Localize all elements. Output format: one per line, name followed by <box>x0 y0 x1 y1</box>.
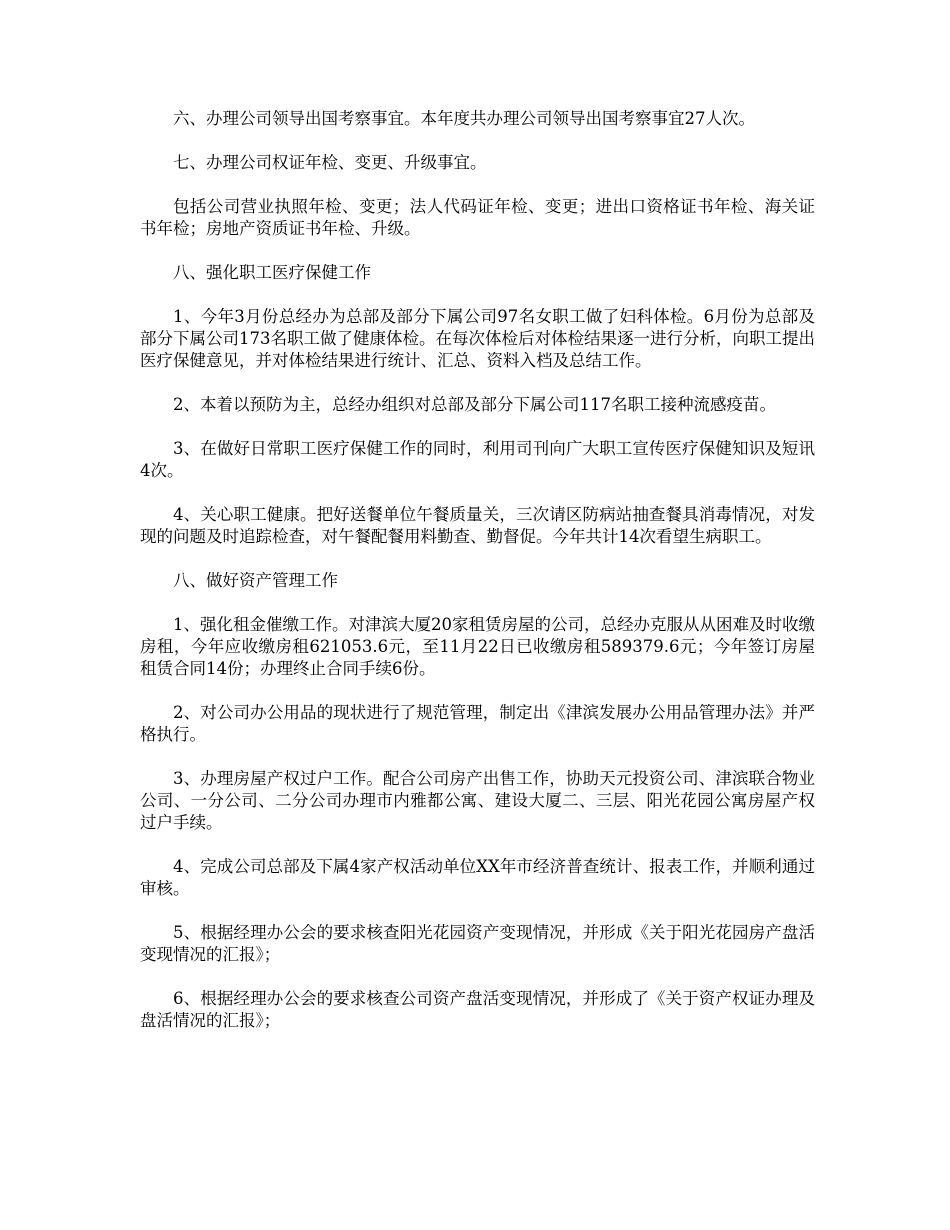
paragraph-section-7-detail: 包括公司营业执照年检、变更；法人代码证年检、变更；进出口资格证书年检、海关证书年检；房地产资质证书年检、升级。 <box>140 197 815 238</box>
paragraph-asset-heading: 八、做好资产管理工作 <box>173 571 338 590</box>
paragraph-medical-item-1: 1、今年3月份总经办为总部及部分下属公司97名女职工做了妇科体检。6月份为总部及部分下属公司173名职工做了健康体检。在每次体检后对体检结果逐一进行分析，向职工提出医疗保健意见，并对体检结果进行统计、汇总、资料入档及总结工作。 <box>140 307 815 370</box>
document-body <box>140 108 815 1054</box>
paragraph-section-8-heading: 八、强化职工医疗保健工作 <box>173 263 371 282</box>
paragraph-section-7: 七、办理公司权证年检、变更、升级事宜。 <box>173 153 487 172</box>
paragraph-medical-item-3: 3、在做好日常职工医疗保健工作的同时，利用司刊向广大职工宣传医疗保健知识及短讯4次。 <box>140 439 815 480</box>
paragraph-asset-item-1: 1、强化租金催缴工作。对津滨大厦20家租赁房屋的公司，总经办克服从从困难及时收缴房租，今年应收缴房租621053.6元，至11月22日已收缴房租589379.6元；今年签订房屋租赁合同14份；办理终止合同手续6份。 <box>140 615 815 678</box>
paragraph-asset-item-5: 5、根据经理办公会的要求核查阳光花园资产变现情况，并形成《关于阳光花园房产盘活变现情况的汇报》； <box>140 923 815 964</box>
paragraph-asset-item-3: 3、办理房屋产权过户工作。配合公司房产出售工作，协助天元投资公司、津滨联合物业公司、一分公司、二分公司办理市内雅都公寓、建设大厦二、三层、阳光花园公寓房屋产权过户手续。 <box>140 769 815 832</box>
paragraph-asset-item-4: 4、完成公司总部及下属4家产权活动单位XX年市经济普查统计、报表工作，并顺利通过审核。 <box>140 857 815 898</box>
paragraph-section-6: 六、办理公司领导出国考察事宜。本年度共办理公司领导出国考察事宜27人次。 <box>173 109 755 128</box>
paragraph-medical-item-4: 4、关心职工健康。把好送餐单位午餐质量关，三次请区防病站抽查餐具消毒情况，对发现的问题及时追踪检查，对午餐配餐用料勤查、勤督促。今年共计14次看望生病职工。 <box>140 505 815 546</box>
paragraph-asset-item-6: 6、根据经理办公会的要求核查公司资产盘活变现情况，并形成了《关于资产权证办理及盘活情况的汇报》； <box>140 989 815 1030</box>
paragraph-asset-item-2: 2、对公司办公用品的现状进行了规范管理，制定出《津滨发展办公用品管理办法》并严格执行。 <box>140 703 815 744</box>
paragraph-medical-item-2: 2、本着以预防为主，总经办组织对总部及部分下属公司117名职工接种流感疫苗。 <box>173 395 776 414</box>
